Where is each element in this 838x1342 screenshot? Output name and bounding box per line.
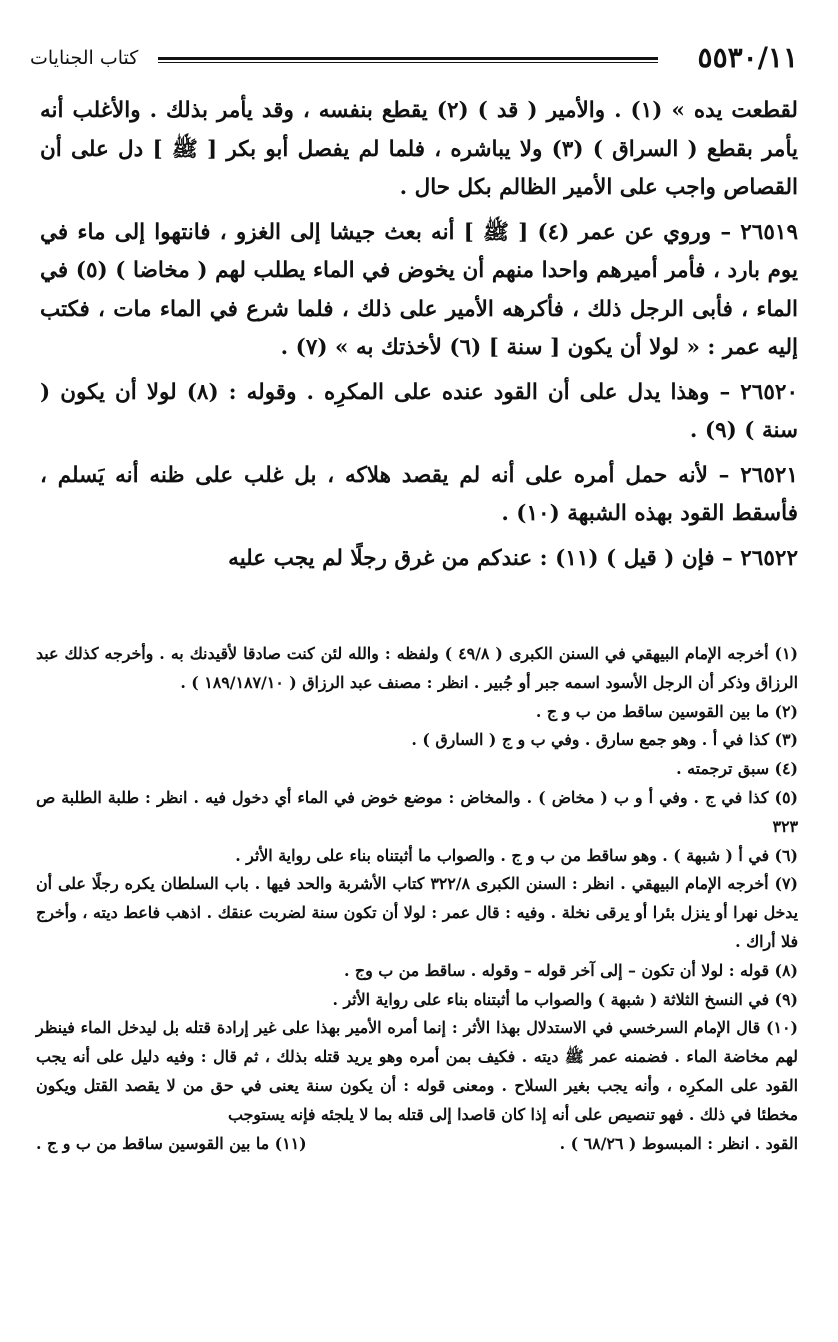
paragraph-text: – فإن ( قيل ) (١١) : عندكم من غرق رجلًا لم يجب عليه	[228, 545, 733, 571]
page-header	[30, 38, 798, 78]
paragraph-text: – وهذا يدل على أن القود عنده على المكرِه . وقوله : (٨) لولا أن يكون ( سنة ) (٩) .	[40, 379, 798, 443]
footnote-4: (٤) سبق ترجمته .	[676, 759, 798, 779]
footnote-final-row	[36, 1130, 798, 1159]
footnote-1: (١) أخرجه الإمام البيهقي في السنن الكبرى ( ٤٩/٨ ) ولفظه : والله لئن كنت صادقا لأقيدنك به . وأخرجه كذلك عبد الرزاق وذكر أن الرجل الأسود اسمه جبر أو جُبير . انظر : مصنف عبد الرزاق ( ١٨٩/١٨٧/١٠ ) .	[36, 644, 798, 692]
paragraph-26520	[40, 374, 798, 451]
footnote-8: (٨) قوله : لولا أن تكون – إلى آخر قوله – وقوله . ساقط من ب وج .	[343, 960, 798, 980]
footnote-10: (١٠) قال الإمام السرخسي في الاستدلال بهذا الأثر : إنما أمره الأمير بهذا على غير إرادة قتله بل ليدخل الماء فينظر لهم مخاضة الماء . فضمنه عمر ﷺ ديته . فكيف بمن أمره وهو يريد قتله بذلك ، ثم قال : وفيه دليل على أنه يجب القود على المكرِه ، وأنه يجب بغير السلاح . ومعنى قوله : أن يكون سنة يعنى في حق من لا يقصد القتل ويكون مخطئا في ذلك . فهو تنصيص على أنه إذا كان قاصدا إلى قتله بما لا يلجئه فإنه يستوجب	[36, 1018, 798, 1124]
page-number: ٥٥٣٠/١١	[697, 41, 798, 74]
paragraph-text: – وروي عن عمر (٤) [ ﷺ ] أنه بعث جيشا إلى الغزو ، فانتهوا إلى ماء في يوم بارد ، فأمر أميرهم واحدا منهم أن يخوض في الماء يطلب لهم ( مخاضا ) (٥) في الماء ، فأبى الرجل ذلك ، فأكرهه الأمير على ذلك ، فلما شرع في الماء مات ، فكتب إليه عمر : « لولا أن يكون [ سنة ] (٦) لأخذتك به » (٧) .	[40, 219, 798, 360]
footnote-5: (٥) كذا في ج . وفي أ و ب ( مخاض ) . والمخاض : موضع خوض في الماء أي دخول فيه . انظر : طلبة الطلبة ص ٣٢٣	[36, 787, 798, 836]
header-rule	[158, 57, 658, 63]
footnote-7: (٧) أخرجه الإمام البيهقي . انظر : السنن الكبرى ٣٢٢/٨ كتاب الأشربة والحد فيها . باب السلطان يكره رجلًا على أن يدخل نهرا أو ينزل بئرا أو يرقى نخلة . وفيه : قال عمر : لولا أن تكون سنة لضربت عنقك . اذهب فاعط ديته ، وأخرج فلا أراك .	[36, 874, 799, 951]
footnote-10-end: القود . انظر : المبسوط ( ٦٨/٢٦ ) .	[559, 1133, 798, 1153]
paragraph-26522	[40, 540, 798, 579]
footnote-6: (٦) في أ ( شبهة ) . وهو ساقط من ب و ج . والصواب ما أثبتناه بناء على رواية الأثر .	[235, 845, 798, 865]
footnote-11: (١١) ما بين القوسين ساقط من ب و ج .	[36, 1133, 307, 1153]
issue-number: ٢٦٥٢١	[740, 462, 798, 488]
footnotes	[36, 640, 798, 1158]
paragraph-text: – لأنه حمل أمره على أنه لم يقصد هلاكه ، بل غلب على ظنه أنه يَسلم ، فأسقط القود بهذه الشبهة (١٠) .	[40, 462, 798, 526]
issue-number: ٢٦٥١٩	[740, 219, 798, 245]
paragraph-26519	[40, 214, 798, 368]
footnote-3: (٣) كذا في أ . وهو جمع سارق . وفي ب و ج ( السارق ) .	[411, 730, 798, 750]
book-title: كتاب الجنايات	[30, 47, 139, 69]
main-text	[40, 92, 798, 584]
footnote-9: (٩) في النسخ الثلاثة ( شبهة ) والصواب ما أثبتناه بناء على رواية الأثر .	[332, 989, 798, 1009]
issue-number: ٢٦٥٢٢	[740, 545, 798, 571]
paragraph-1: لقطعت يده » (١) . والأمير ( قد ) (٢) يقطع بنفسه ، وقد يأمر بذلك . والأغلب أنه يأمر بقطع ( السراق ) (٣) ولا يباشره ، فلما لم يفصل أبو بكر [ ﷺ ] دل على أن القصاص واجب على الأمير الظالم بكل حال .	[40, 98, 798, 200]
issue-number: ٢٦٥٢٠	[740, 379, 798, 405]
footnote-2: (٢) ما بين القوسين ساقط من ب و ج .	[535, 701, 798, 721]
paragraph-26521	[40, 457, 798, 534]
